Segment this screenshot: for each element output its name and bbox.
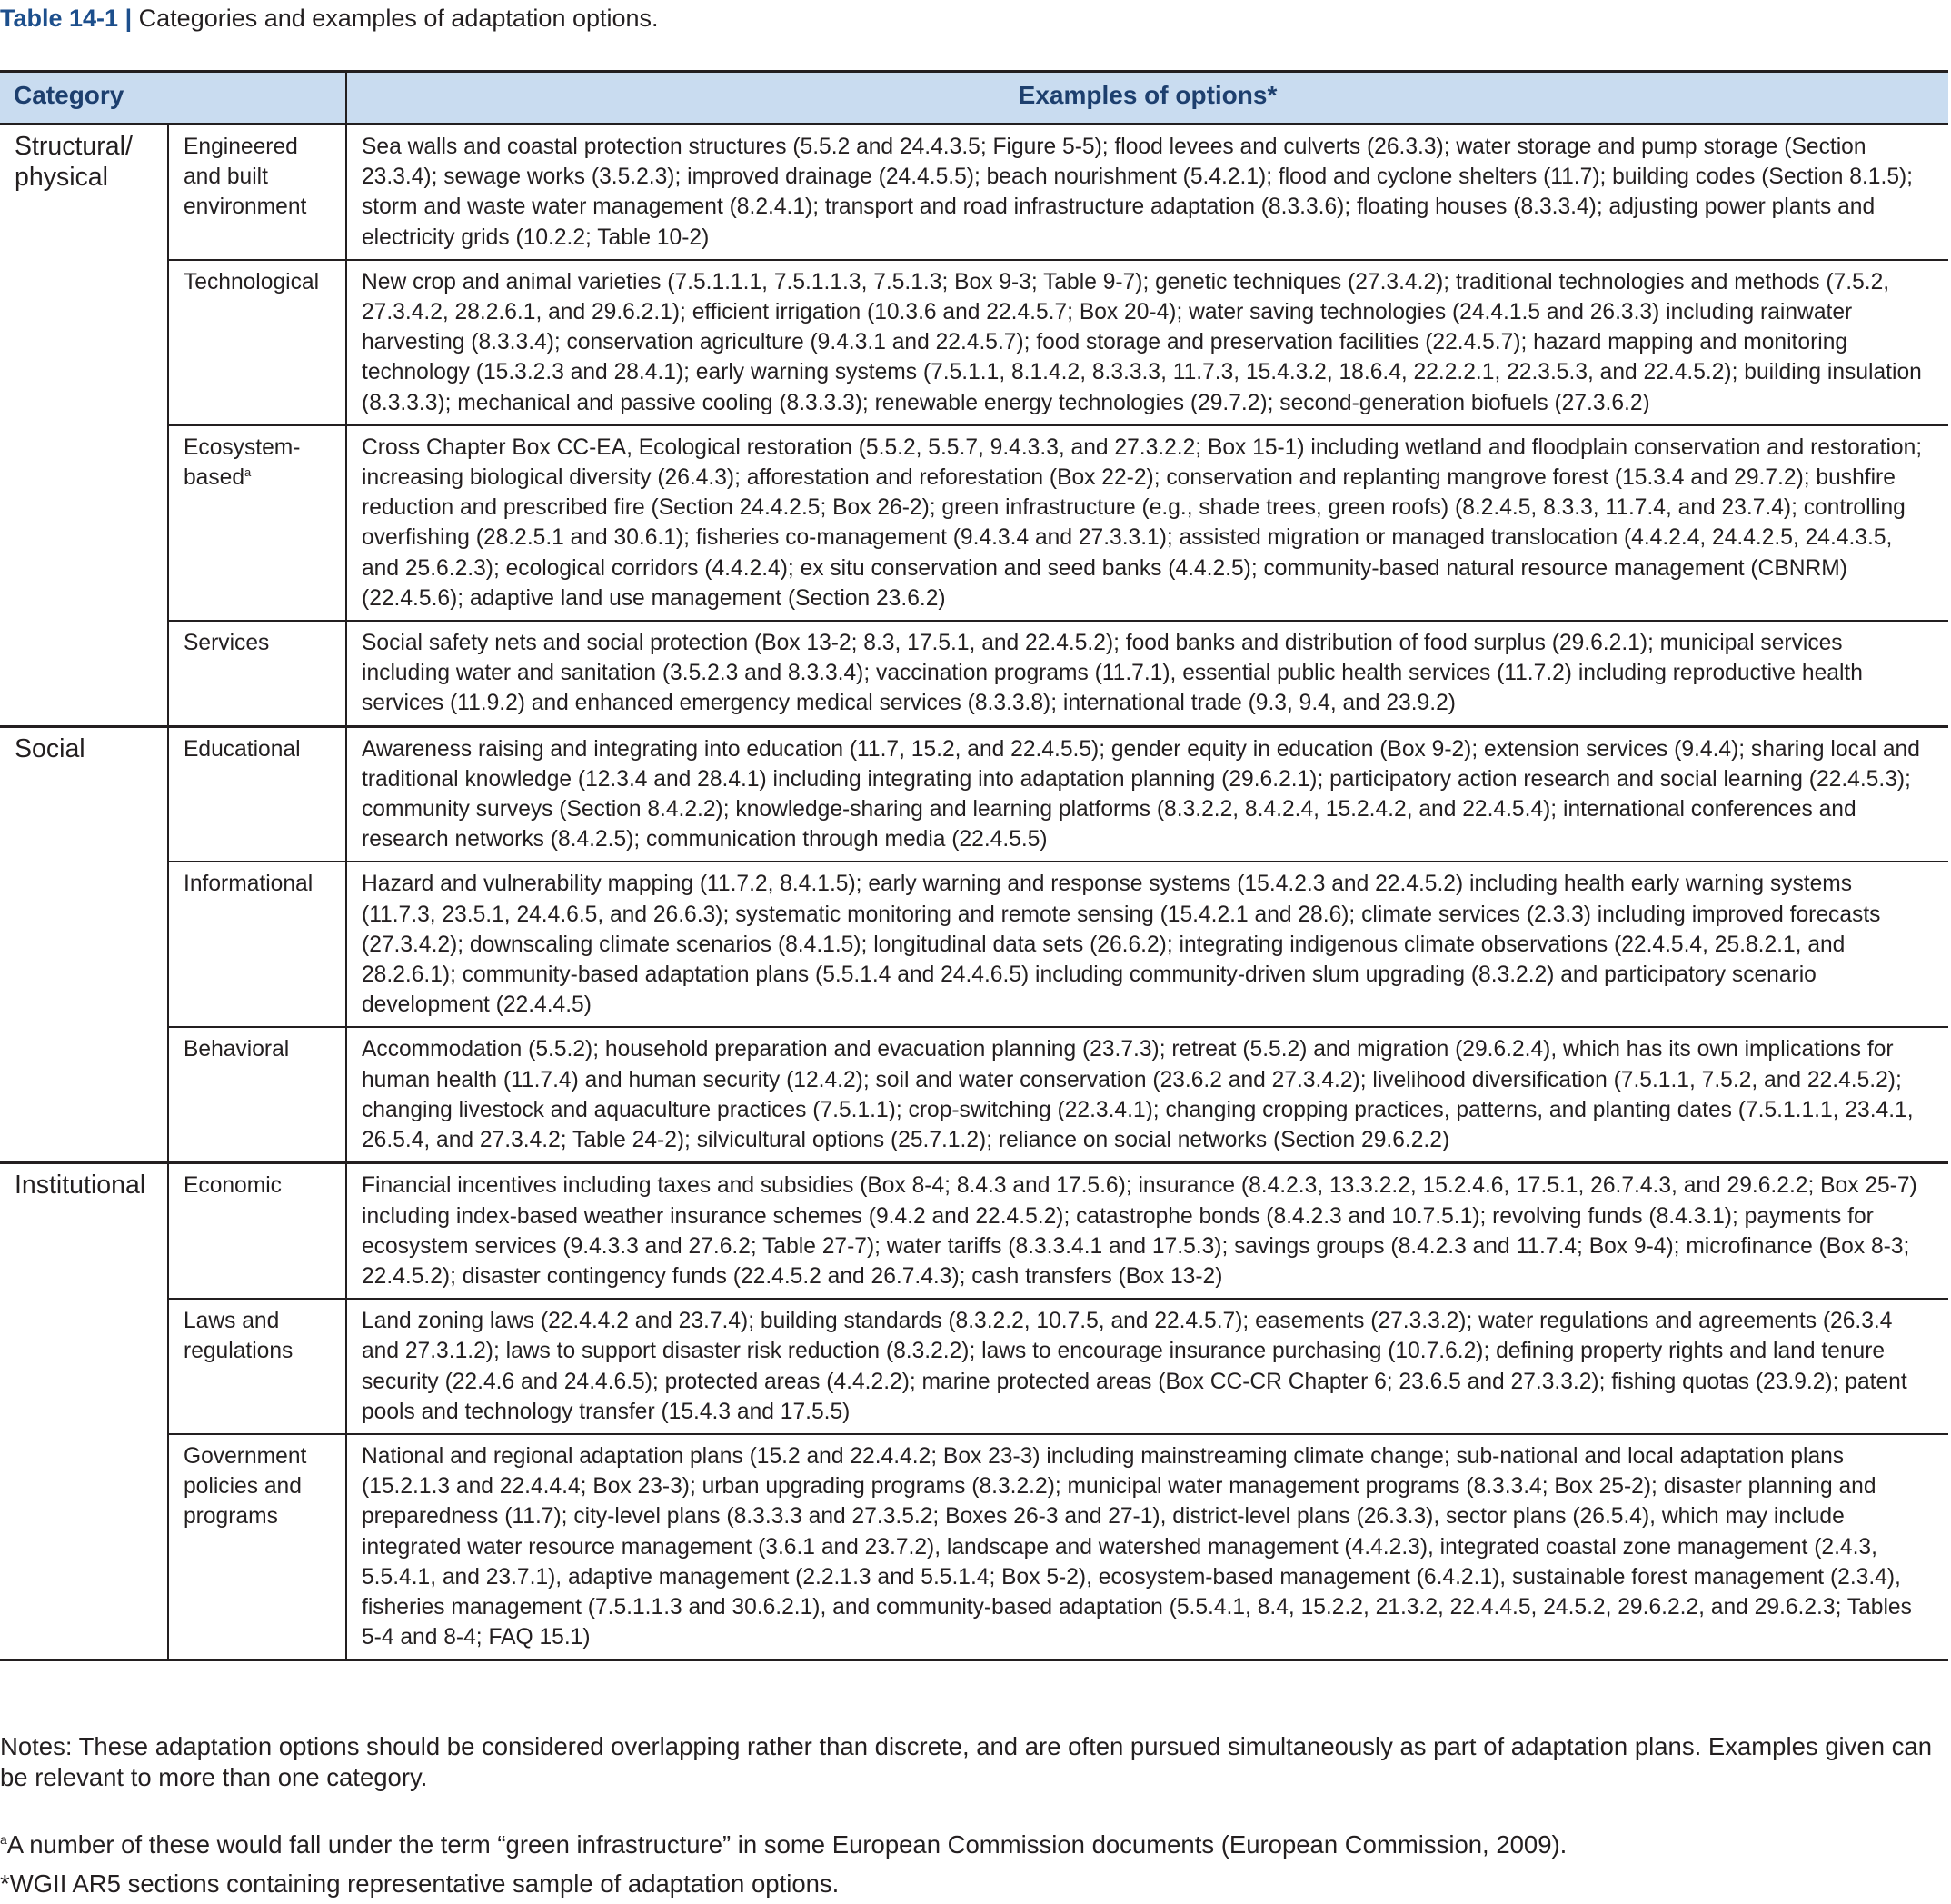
table-row [0,260,1948,425]
examples-cell: Accommodation (5.5.2); household preparation and evacuation planning (23.7.3); retreat (5.5.2) and migration (29.6.2.4), which has its own implications for human health (11.7.4) and human security (12.4.2); soil and water conservation (23.6.2 and 27.3.4.2); livelihood diversification (7.5.1.1, 7.5.2, and 22.4.5.2); changing livestock and aquaculture practices (7.5.1.1); crop-switching (22.3.4.1); changing cropping practices, patterns, and planting dates (7.5.1.1.1, 23.4.1, 26.5.4, and 27.3.4.2; Table 24-2); silvicultural options (25.7.1.2); reliance on social networks (Section 29.6.2.2) [346,1027,1948,1162]
footnote-star: *WGII AR5 sections containing representative sample of adaptation options. [0,1869,840,1898]
subcategory-label: Economic [184,1173,282,1199]
table-row [0,621,1948,726]
examples-cell: New crop and animal varieties (7.5.1.1.1, 7.5.1.1.3, 7.5.1.3; Box 9-3; Table 9-7); genetic techniques (27.3.4.2); traditional technologies and methods (7.5.2, 27.3.4.2, 28.2.6.1, and 29.6.2.1); efficient irrigation (10.3.6 and 22.4.5.7; Box 20-4); water saving technologies (24.4.1.5 and 26.3.3) including rainwater harvesting (8.3.3.4); conservation agriculture (9.4.3.1 and 22.4.5.7); food storage and preservation facilities (22.4.5.7); hazard mapping and monitoring technology (15.3.2.3 and 28.4.1); early warning systems (7.5.1.1, 8.1.4.2, 8.3.3.3, 11.7.3, 15.4.3.2, 18.6.4, 22.2.2.1, 22.3.5.3, and 22.4.5.2); building insulation (8.3.3.3); mechanical and passive cooling (8.3.3.3); renewable energy technologies (29.7.2); second-generation biofuels (27.3.6.2) [346,260,1948,425]
subcategory-label: Engineered and built environment [184,135,307,220]
table-row [0,1027,1948,1162]
table-row [0,425,1948,621]
subcategory-label: Technological [184,269,320,294]
caption-separator: | [124,5,133,32]
subcategory-label: Government policies and programs [184,1443,307,1530]
examples-cell: Cross Chapter Box CC-EA, Ecological restoration (5.5.2, 5.5.7, 9.4.3.3, and 27.3.2.2; Box 15-1) including wetland and floodplain conservation and restoration; increasing biological diversity (26.4.3); afforestation and reforestation (Box 22-2); conservation and replanting mangrove forest (15.3.4 and 29.7.2); bushfire reduction and prescribed fire (Section 24.4.2.5; Box 26-2); green infrastructure (e.g., shade trees, green roofs) (8.2.4.5, 8.3.3, 11.7.4, and 23.7.4); controlling overfishing (28.2.5.1 and 30.6.1); fisheries co-management (9.4.3.4 and 27.3.3.1); assisted migration or managed translocation (4.4.2.4, 24.4.2.5, 24.4.3.5, and 25.6.2.3); ecological corridors (4.4.2.4); ex situ conservation and seed banks (4.4.2.5); community-based natural resource management (CBNRM) (22.4.5.6); adaptive land use management (Section 23.6.2) [346,425,1948,621]
subcategory-cell [168,862,346,1027]
table-row [0,1434,1948,1660]
subcategory-label: Services [184,631,270,656]
notes: Notes: These adaptation options should be considered overlapping rather than discrete, and are often pursued simultaneously as part of adaptation plans. Examples given can be relevant to more than one category. [0,1732,1932,1791]
subcategory-label: Laws and regulations [184,1309,294,1364]
table-caption [0,2,659,35]
examples-cell: National and regional adaptation plans (15.2 and 22.4.4.2; Box 23-3) including mainstreaming climate change; sub-national and local adaptation plans (15.2.1.3 and 22.4.4.4; Box 23-3); urban upgrading programs (8.3.2.2); municipal water management programs (8.3.3.4; Box 25-2); disaster planning and preparedness (11.7); city-level plans (8.3.3.3 and 27.3.5.2; Boxes 26-3 and 27-1), district-level plans (26.3.3), sector plans (26.5.4), which may include integrated water resource management (3.6.1 and 23.7.2), landscape and watershed management (4.4.2.3), integrated coastal zone management (2.4.3, 5.5.4.1, and 23.7.1), adaptive management (2.2.1.3 and 5.5.1.4; Box 5-2), ecosystem-based management (6.4.2.1), sustainable forest management (2.3.4), fisheries management (7.5.1.1.3 and 30.6.2.1), and community-based adaptation (5.5.4.1, 8.4, 15.2.2, 21.3.2, 22.4.4.5, 24.5.2, 29.6.2.2, and 29.6.2.3; Tables 5-4 and 8-4; FAQ 15.1) [346,1434,1948,1660]
subcategory-cell [168,1434,346,1660]
subcategory-cell [168,726,346,862]
subcategory-label: Ecosystem-based [184,434,301,491]
subcategory-label: Informational [184,872,314,897]
category-cell: Structural/ physical [0,125,168,727]
examples-cell: Land zoning laws (22.4.4.2 and 23.7.4); building standards (8.3.2.2, 10.7.5, and 22.4.5.7); easements (27.3.3.2); water regulations and agreements (26.3.4 and 27.3.1.2); laws to support disaster risk reduction (8.3.2.2); laws to encourage insurance purchasing (10.7.6.2); defining property rights and land tenure security (22.4.6 and 24.4.6.5); protected areas (4.4.2.2); marine protected areas (Box CC-CR Chapter 6; 23.6.5 and 27.3.3.2); fishing quotas (23.9.2); patent pools and technology transfer (15.4.3 and 17.5.5) [346,1299,1948,1434]
subcategory-cell [168,1299,346,1434]
footnote-a-text: A number of these would fall under the term “green infrastructure” in some European Commission documents (European Commission, 2009). [6,1830,1568,1859]
table-row [0,1163,1948,1299]
category-header: Category [0,72,346,125]
footnote-a [0,1829,1567,1860]
table-row [0,1299,1948,1434]
subcategory-cell [168,621,346,726]
footnote-marker: a [244,464,252,479]
subcategory-cell [168,425,346,621]
table-number: Table 14-1 [0,5,119,32]
subcategory-label: Educational [184,736,301,762]
table-row [0,125,1948,260]
examples-header: Examples of options* [346,72,1948,125]
category-cell: Institutional [0,1163,168,1660]
subcategory-cell [168,1163,346,1299]
adaptation-options-table [0,70,1948,1661]
table-row [0,862,1948,1027]
footnote-a-marker: a [0,1831,7,1847]
table-header-row [0,72,1948,125]
subcategory-cell [168,1027,346,1162]
examples-cell: Financial incentives including taxes and subsidies (Box 8-4; 8.4.3 and 17.5.6); insurance (8.4.2.3, 13.3.2.2, 15.2.4.6, 17.5.1, 26.7.4.3, and 29.6.2.2; Box 25-7) including index-based weather insurance schemes (9.4.2 and 22.4.5.2); catastrophe bonds (8.4.2.3 and 10.7.5.1); revolving funds (8.4.3.1); payments for ecosystem services (9.4.3.3 and 27.6.2; Table 27-7); water tariffs (8.3.3.4.1 and 17.5.3); savings groups (8.4.2.3 and 11.7.4; Box 9-4); microfinance (Box 8-3; 22.4.5.2); disaster contingency funds (22.4.5.2 and 26.7.4.3); cash transfers (Box 13-2) [346,1163,1948,1299]
table-title: Categories and examples of adaptation options. [138,5,659,32]
subcategory-label: Behavioral [184,1037,290,1062]
subcategory-cell [168,260,346,425]
category-cell: Social [0,726,168,1163]
table-body [0,125,1948,1660]
examples-cell: Awareness raising and integrating into education (11.7, 15.2, and 22.4.5.5); gender equity in education (Box 9-2); extension services (9.4.4); sharing local and traditional knowledge (12.3.4 and 28.4.1) including integrating into adaptation planning (29.6.2.1); participatory action research and social learning (22.4.5.3); community surveys (Section 8.4.2.2); knowledge-sharing and learning platforms (8.3.2.2, 8.4.2.4, 15.2.4.2, and 22.4.5.4); international conferences and research networks (8.4.2.5); communication through media (22.4.5.5) [346,726,1948,862]
table-row [0,726,1948,862]
examples-cell: Sea walls and coastal protection structures (5.5.2 and 24.4.3.5; Figure 5-5); flood levees and culverts (26.3.3); water storage and pump storage (Section 23.3.4); sewage works (3.5.2.3); improved drainage (24.4.5.5); beach nourishment (5.4.2.1); flood and cyclone shelters (11.7); building codes (Section 8.1.5); storm and waste water management (8.2.4.1); transport and road infrastructure adaptation (8.3.3.6); floating houses (8.3.3.4); adjusting power plants and electricity grids (10.2.2; Table 10-2) [346,125,1948,260]
examples-cell: Hazard and vulnerability mapping (11.7.2, 8.4.1.5); early warning and response systems (15.4.2.3 and 22.4.5.2) including health early warning systems (11.7.3, 23.5.1, 24.4.6.5, and 26.6.3); systematic monitoring and remote sensing (15.4.2.1 and 28.6); climate services (2.3.3) including improved forecasts (27.3.4.2); downscaling climate scenarios (8.4.1.5); longitudinal data sets (26.6.2); integrating indigenous climate observations (22.4.5.4, 25.8.2.1, and 28.2.6.1); community-based adaptation plans (5.5.1.4 and 24.4.6.5) including community-driven slum upgrading (8.3.2.2) and participatory scenario development (22.4.4.5) [346,862,1948,1027]
examples-cell: Social safety nets and social protection (Box 13-2; 8.3, 17.5.1, and 22.4.5.2); food banks and distribution of food surplus (29.6.2.1); municipal services including water and sanitation (3.5.2.3 and 8.3.3.4); vaccination programs (11.7.1), essential public health services (11.7.2) including reproductive health services (11.9.2) and enhanced emergency medical services (8.3.3.8); international trade (9.3, 9.4, and 23.9.2) [346,621,1948,726]
subcategory-cell [168,125,346,260]
